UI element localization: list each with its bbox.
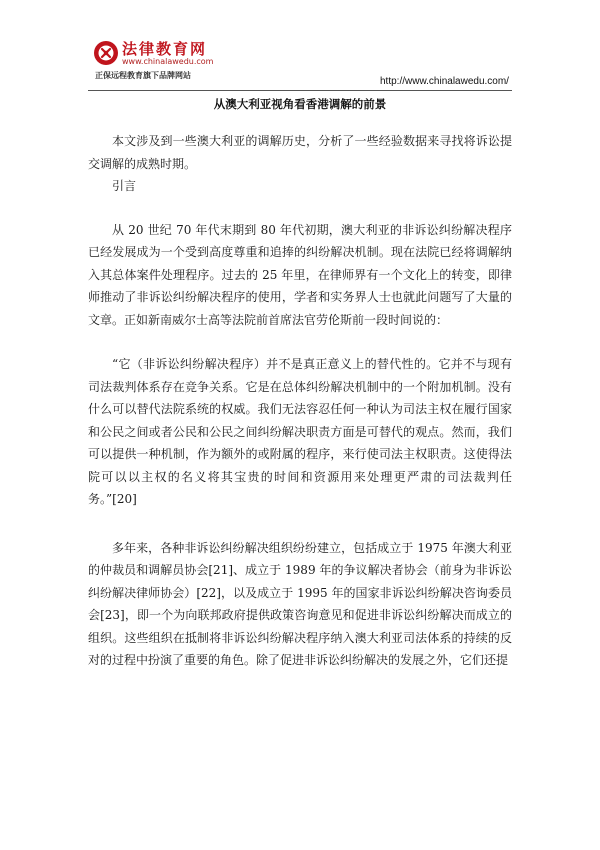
brand-name: 法律教育网 [122, 40, 208, 58]
section-heading: 引言 [112, 179, 137, 193]
site-url-link[interactable]: http://www.chinalawedu.com/ [380, 76, 509, 87]
document-body [88, 130, 512, 672]
brand-domain: www.chinalawedu.com [122, 57, 214, 66]
header-divider [88, 90, 512, 91]
page-header [0, 0, 600, 95]
abstract-paragraph: 本文涉及到一些澳大利亚的调解历史，分析了一些经验数据来寻找将诉讼提交调解的成熟时期。 [88, 134, 512, 171]
intro-paragraph: 从 20 世纪 70 年代末期到 80 年代初期，澳大利亚的非诉讼纠纷解决程序已经发展成为一个受到高度尊重和追捧的纠纷解决机制。现在法院已经将调解纳入其总体案件处理程序。过去的 25 年里，在律师界有一个文化上的转变，即律师推动了非诉讼纠纷解决程序的使用，学者和实务界人士也就此问题写了大量的文章。正如新南威尔士高等法院前首席法官劳伦斯前一段时间说的： [88, 222, 512, 327]
law-education-logo-icon [93, 40, 119, 66]
organizations-paragraph: 多年来，各种非诉讼纠纷解决组织纷纷建立，包括成立于 1975 年澳大利亚的仲裁员和调解员协会[21]、成立于 1989 年的争议解决者协会（前身为非诉讼纠纷解决律师协会）[22]，以及成立于 1995 年的国家非诉讼纠纷解决咨询委员会[23]，即一个为向联邦政府提供政策咨询意见和促进非诉讼纠纷解决而成立的组织。这些组织在抵制将非诉讼纠纷解决程序纳入澳大利亚司法体系的持续的反对的过程中扮演了重要的角色。除了促进非诉讼纠纷解决的发展之外，它们还提 [88, 540, 512, 667]
quote-paragraph: “它（非诉讼纠纷解决程序）并不是真正意义上的替代性的。它并不与现有司法裁判体系存在竞争关系。它是在总体纠纷解决机制中的一个附加机制。没有什么可以替代法院系统的权威。我们无法容忍任何一种认为司法主权在履行国家和公民之间或者公民和公民之间纠纷解决职责方面是可替代的观点。然而，我们可以提供一种机制，作为额外的或附属的程序，来行使司法主权职责。这使得法院可以以主权的名义将其宝贵的时间和资源用来处理更严肃的司法裁判任务。”[20] [88, 357, 512, 506]
document-title: 从澳大利亚视角看香港调解的前景 [213, 97, 387, 111]
brand-slogan: 正保远程教育旗下品牌网站 [95, 71, 191, 80]
